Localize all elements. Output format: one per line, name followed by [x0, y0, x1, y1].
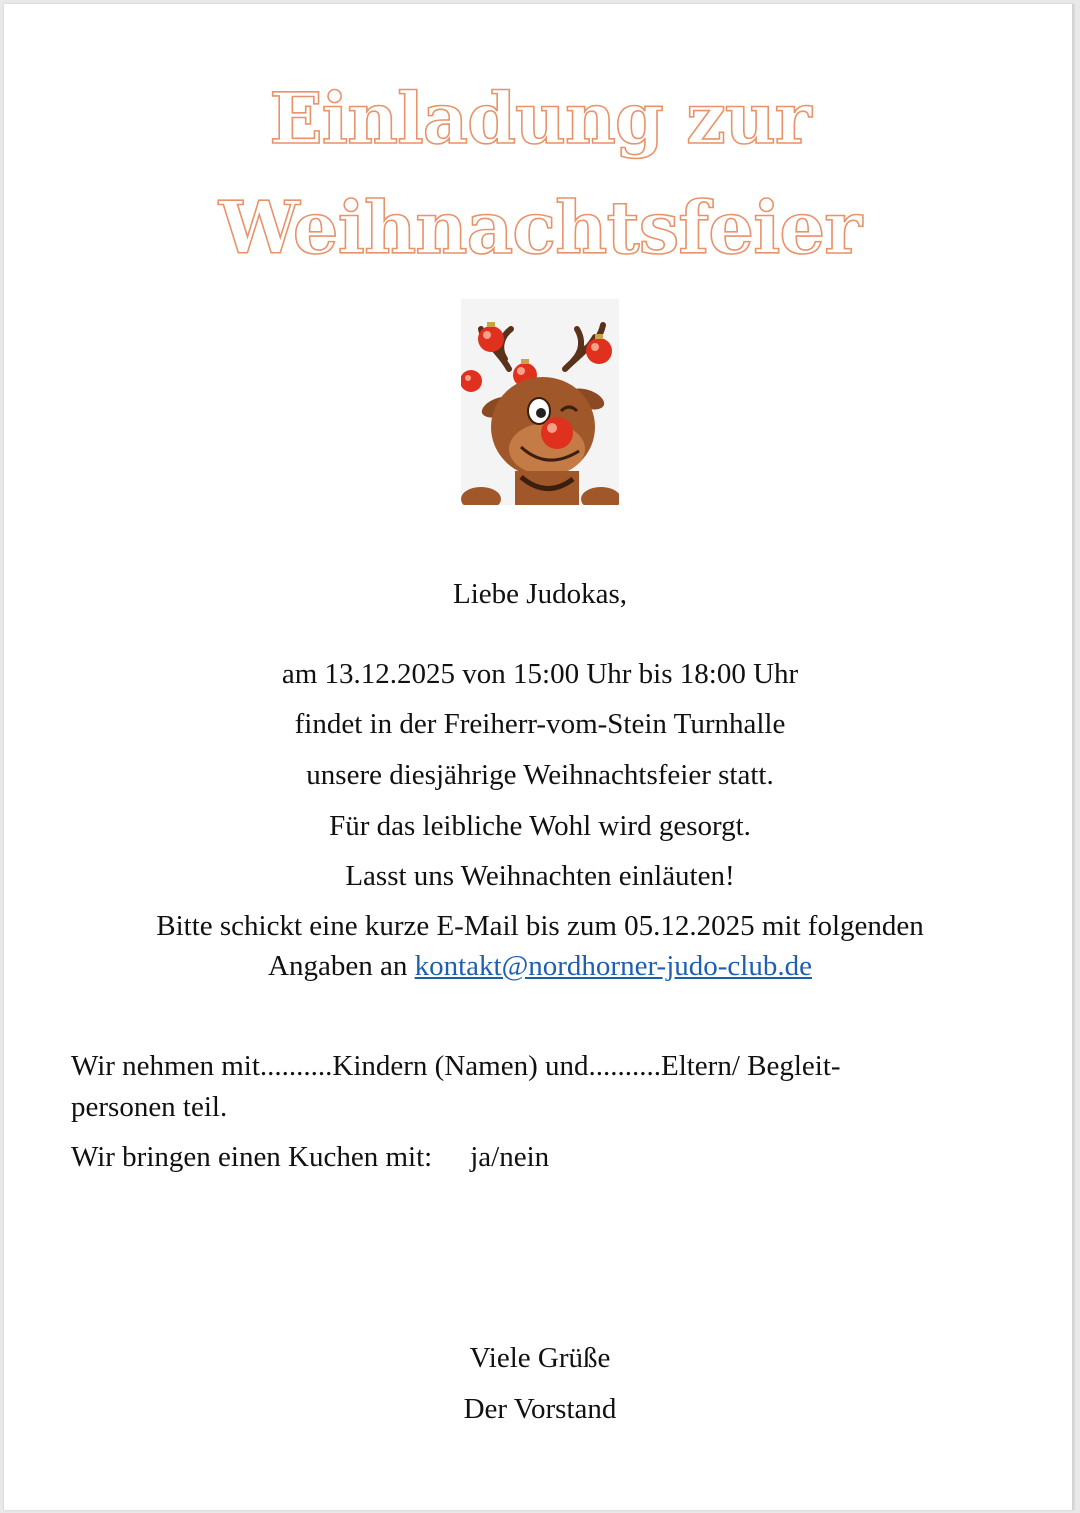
body-line-4: Für das leibliche Wohl wird gesorgt. [329, 810, 751, 842]
form-line-2: personen teil. [71, 1091, 228, 1123]
body-line-1: am 13.12.2025 von 15:00 Uhr bis 18:00 Uhr [281, 658, 799, 690]
signature: Der Vorstand [463, 1393, 617, 1425]
form-line-1: Wir nehmen mit..........Kindern (Namen) und..........Eltern/ Begleit- [71, 1050, 841, 1082]
email-line [0, 952, 1080, 981]
regards: Viele Grüße [469, 1342, 611, 1374]
email-prefix: Angaben an [268, 950, 415, 982]
email-link[interactable]: kontakt@nordhorner-judo-club.de [414, 950, 812, 982]
body-line-5: Lasst uns Weihnachten einläuten! [345, 860, 735, 892]
body-line-2: findet in der Freiherr-vom-Stein Turnhalle [294, 708, 786, 740]
cake-options: ja/nein [470, 1141, 550, 1173]
title-line-2: Weihnachtsfeier [218, 185, 862, 270]
body-line-6: Bitte schickt eine kurze E-Mail bis zum 05.12.2025 mit folgenden [156, 910, 924, 942]
cake-line [71, 1143, 549, 1172]
cake-label: Wir bringen einen Kuchen mit: [71, 1141, 433, 1173]
title-line-1: Einladung zur [269, 77, 811, 160]
greeting: Liebe Judokas, [453, 578, 627, 610]
reindeer-icon [461, 299, 619, 513]
body-line-3: unsere diesjährige Weihnachtsfeier statt. [306, 759, 774, 791]
